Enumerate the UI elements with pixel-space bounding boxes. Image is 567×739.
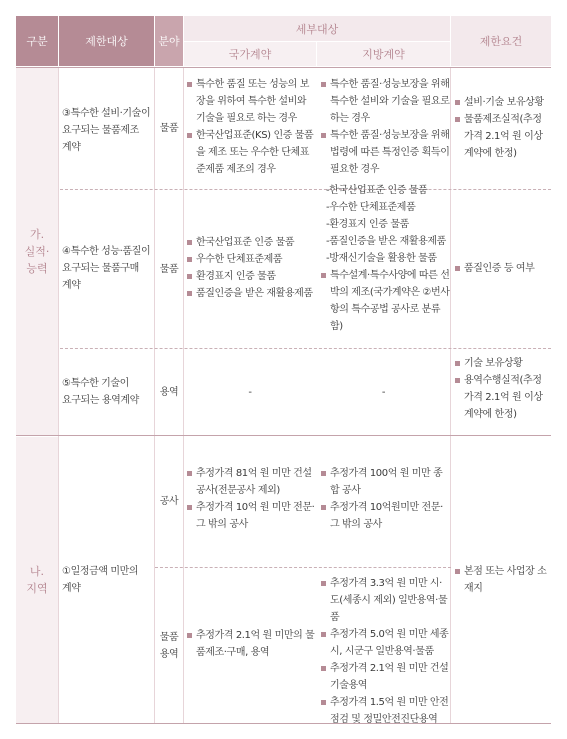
list-item: 추정가격 81억 원 미만 건설 공사(전문공사 제외) bbox=[186, 465, 316, 499]
row3-national bbox=[186, 76, 314, 178]
list-item: 추정가격 2.1억 원 미만 건설 기술용역 bbox=[320, 660, 450, 694]
list-item: 특수한 품질·성능보장을 위해 특수한 설비와 기술을 필요로 하는 경우 bbox=[320, 76, 450, 127]
row5-local: - bbox=[381, 386, 386, 398]
list-item: 환경표지 인증 물품 bbox=[186, 268, 314, 285]
list-item: 우수한 단체표준제품 bbox=[186, 251, 314, 268]
row3-target: ③특수한 설비·기술이 요구되는 물품제조 계약 bbox=[62, 108, 151, 153]
list-item: 한국산업표준(KS) 인증 물품을 제조 또는 우수한 단체표준제품 제조의 경우 bbox=[186, 127, 314, 178]
list-item: 품질인증 등 여부 bbox=[454, 260, 551, 277]
dash-item: -한국산업표준 인증 물품 bbox=[326, 185, 428, 196]
row3-requirement bbox=[454, 94, 551, 162]
list-item: 기술 보유상황 bbox=[454, 355, 551, 372]
list-item: 추정가격 5.0억 원 미만 세종시, 시군구 일반용역·물품 bbox=[320, 626, 450, 660]
list-item: 품질인증을 받은 재활용제품 bbox=[186, 285, 314, 302]
row1-target: ①일정금액 미만의 계약 bbox=[62, 566, 139, 594]
header-detail: 세부대상 bbox=[184, 16, 450, 41]
list-item: 특수한 품질 또는 성능의 보장을 위하여 특수한 설비와 기술을 필요로 하는 경우 bbox=[186, 76, 314, 127]
row4-local bbox=[326, 182, 450, 267]
row5-requirement bbox=[454, 355, 551, 423]
row1-local2 bbox=[320, 575, 450, 728]
list-item: 한국산업표준 인증 물품 bbox=[186, 234, 314, 251]
row5-field: 용역 bbox=[159, 386, 179, 398]
row1-field1: 공사 bbox=[159, 496, 179, 507]
list-item: 추정가격 10억 원 미만 전문·그 밖의 공사 bbox=[186, 499, 316, 533]
row4-field: 물품 bbox=[159, 263, 179, 275]
dash-item: -방재신기술을 활용한 물품 bbox=[326, 253, 437, 264]
row5-target: ⑤특수한 기술이 요구되는 용역계약 bbox=[62, 378, 139, 406]
list-item: 본점 또는 사업장 소재지 bbox=[454, 563, 551, 597]
row1-field2: 물품 용역 bbox=[159, 631, 179, 660]
row3-field: 물품 bbox=[159, 123, 179, 134]
list-item: 물품제조실적(추정 가격 2.1억 원 이상 계약에 한정) bbox=[454, 111, 551, 162]
dash-item: -품질인증을 받은 재활용제품 bbox=[326, 236, 446, 247]
section-performance: 가. 실적· 능력 bbox=[16, 68, 58, 435]
dash-item: -환경표지 인증 물품 bbox=[326, 219, 409, 230]
header-local: 지방계약 bbox=[317, 42, 450, 66]
list-item: 추정가격 1.5억 원 미만 안전 점검 및 정밀안전진단용역 bbox=[320, 694, 450, 728]
list-item: 특수한 품질·성능보장을 위해 법령에 따른 특정인증 획득이 필요한 경우 bbox=[320, 127, 450, 178]
list-item: 추정가격 2.1억 원 미만의 물품제조·구매, 용역 bbox=[186, 627, 316, 661]
row4-national bbox=[186, 234, 314, 302]
header-category: 구분 bbox=[16, 16, 58, 66]
row1-national2 bbox=[186, 627, 316, 661]
list-item: 추정가격 3.3억 원 미만 시·도(세종시 제외) 일반용역·물품 bbox=[320, 575, 450, 626]
section-region: 나. 지역 bbox=[16, 437, 58, 723]
header-field: 분야 bbox=[155, 16, 183, 66]
row4-local-bullets bbox=[320, 267, 450, 335]
row4-requirement bbox=[454, 260, 551, 277]
list-item: 용역수행실적(추정 가격 2.1억 원 이상 계약에 한정) bbox=[454, 372, 551, 423]
list-item: 특수설계·특수사양에 따른 선박의 제조(국가계약은 ②번사항의 특수공법 공사로 분류함) bbox=[320, 267, 450, 335]
header-requirement: 제한요건 bbox=[451, 16, 551, 66]
row5-national: - bbox=[248, 386, 252, 398]
list-item: 추정가격 100억 원 미만 종합 공사 bbox=[320, 465, 450, 499]
list-item: 추정가격 10억원미만 전문·그 밖의 공사 bbox=[320, 499, 450, 533]
row1-national1 bbox=[186, 465, 316, 533]
dash-item: -우수한 단체표준제품 bbox=[326, 202, 416, 213]
header-national: 국가계약 bbox=[184, 42, 316, 66]
header-target: 제한대상 bbox=[59, 16, 154, 66]
list-item: 설비·기술 보유상황 bbox=[454, 94, 551, 111]
row4-target: ④특수한 성능·품질이 요구되는 물품구매 계약 bbox=[62, 246, 151, 291]
row1-local1 bbox=[320, 465, 450, 533]
row3-local bbox=[320, 76, 450, 178]
row1-requirement bbox=[454, 563, 551, 597]
